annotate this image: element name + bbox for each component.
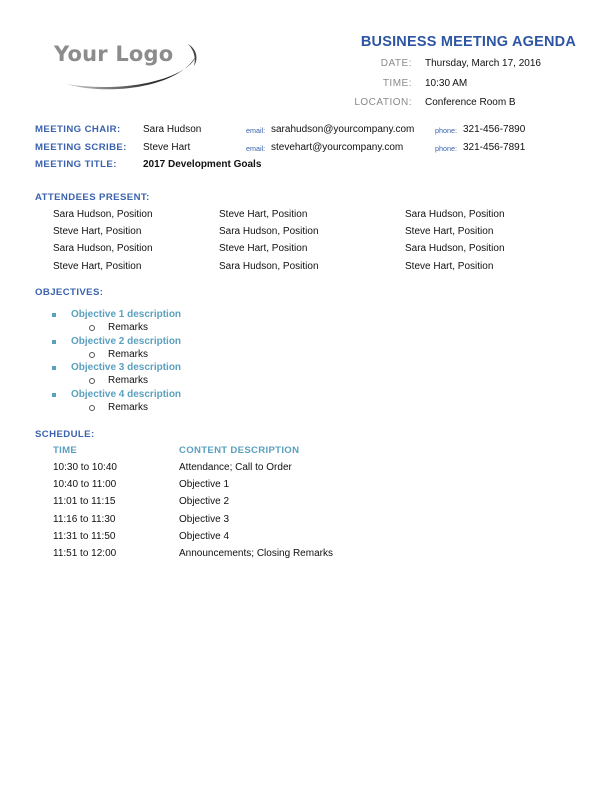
meeting-scribe-row bbox=[35, 142, 595, 160]
list-item: Steve Hart, Position bbox=[53, 260, 142, 272]
date-label: DATE: bbox=[380, 58, 412, 69]
list-item: Sara Hudson, Position bbox=[219, 260, 319, 272]
schedule-description: Objective 4 bbox=[179, 530, 230, 542]
square-bullet-icon bbox=[52, 393, 56, 397]
list-item: Sara Hudson, Position bbox=[405, 243, 505, 255]
time-column-header: TIME bbox=[53, 445, 78, 456]
objective-title: Objective 4 description bbox=[71, 388, 182, 400]
list-item: Steve Hart, Position bbox=[405, 226, 494, 238]
company-logo bbox=[48, 38, 200, 94]
attendees-column-1 bbox=[53, 209, 153, 278]
logo-text: Your Logo bbox=[54, 42, 174, 66]
meeting-meta bbox=[340, 58, 580, 117]
circle-bullet-icon bbox=[89, 405, 95, 411]
schedule-time: 11:16 to 11:30 bbox=[53, 513, 116, 525]
time-value: 10:30 AM bbox=[425, 77, 468, 89]
objective-item bbox=[52, 362, 452, 375]
attendees-column-2 bbox=[219, 209, 319, 278]
objective-remark bbox=[52, 349, 452, 362]
objective-title: Objective 3 description bbox=[71, 362, 182, 374]
schedule-description: Objective 2 bbox=[179, 496, 230, 508]
table-row bbox=[53, 462, 453, 479]
meta-row-time bbox=[340, 78, 580, 98]
date-value: Thursday, March 17, 2016 bbox=[425, 58, 541, 69]
table-row bbox=[53, 531, 453, 548]
meeting-title-value: 2017 Development Goals bbox=[143, 159, 262, 170]
list-item: Sara Hudson, Position bbox=[53, 243, 153, 255]
meeting-title-label: MEETING TITLE: bbox=[35, 159, 117, 170]
table-row bbox=[53, 496, 453, 513]
objective-remark bbox=[52, 322, 452, 335]
schedule-time: 10:30 to 10:40 bbox=[53, 462, 117, 473]
meeting-chair-name: Sara Hudson bbox=[143, 124, 202, 135]
objective-title: Objective 2 description bbox=[71, 335, 182, 347]
list-item: Sara Hudson, Position bbox=[219, 226, 319, 238]
meeting-title-row bbox=[35, 159, 595, 177]
table-row bbox=[53, 514, 453, 531]
chair-phone: 321-456-7890 bbox=[463, 124, 526, 135]
square-bullet-icon bbox=[52, 340, 56, 344]
objective-remark-text: Remarks bbox=[108, 401, 149, 413]
scribe-email[interactable]: stevehart@yourcompany.com bbox=[271, 141, 404, 153]
circle-bullet-icon bbox=[89, 352, 95, 358]
square-bullet-icon bbox=[52, 313, 56, 317]
objective-remark-text: Remarks bbox=[108, 348, 149, 360]
objective-item bbox=[52, 389, 452, 402]
schedule-time: 11:01 to 11:15 bbox=[53, 496, 116, 508]
chair-phone-label: phone: bbox=[435, 126, 457, 135]
meeting-chair-row bbox=[35, 124, 595, 142]
meta-row-date bbox=[340, 58, 580, 78]
meeting-scribe-label: MEETING SCRIBE: bbox=[35, 141, 127, 153]
schedule-table bbox=[53, 445, 453, 565]
square-bullet-icon bbox=[52, 366, 56, 370]
content-column-header: CONTENT DESCRIPTION bbox=[179, 445, 300, 456]
time-label: TIME: bbox=[382, 77, 412, 89]
schedule-header-row bbox=[53, 445, 453, 462]
objective-remark-text: Remarks bbox=[108, 375, 149, 387]
schedule-time: 11:31 to 11:50 bbox=[53, 530, 116, 542]
objective-item bbox=[52, 309, 452, 322]
circle-bullet-icon bbox=[89, 325, 95, 331]
schedule-description: Attendance; Call to Order bbox=[179, 462, 292, 473]
location-label: LOCATION: bbox=[354, 97, 412, 108]
meta-row-location bbox=[340, 97, 580, 117]
scribe-phone: 321-456-7891 bbox=[463, 141, 526, 153]
list-item: Steve Hart, Position bbox=[405, 260, 494, 272]
circle-bullet-icon bbox=[89, 378, 95, 384]
objectives-heading: OBJECTIVES: bbox=[35, 287, 104, 298]
list-item: Sara Hudson, Position bbox=[405, 209, 505, 220]
table-row bbox=[53, 479, 453, 496]
chair-email-label: email: bbox=[246, 126, 266, 135]
chair-email[interactable]: sarahudson@yourcompany.com bbox=[271, 124, 415, 135]
meeting-chair-label: MEETING CHAIR: bbox=[35, 124, 121, 135]
table-row bbox=[53, 548, 453, 565]
meeting-scribe-name: Steve Hart bbox=[143, 141, 191, 153]
scribe-email-label: email: bbox=[246, 143, 266, 153]
schedule-time: 11:51 to 12:00 bbox=[53, 547, 117, 559]
location-value: Conference Room B bbox=[425, 97, 516, 108]
objective-remark-text: Remarks bbox=[108, 322, 149, 334]
document-title: BUSINESS MEETING AGENDA bbox=[360, 34, 576, 50]
list-item: Sara Hudson, Position bbox=[53, 209, 153, 220]
attendees-heading: ATTENDEES PRESENT: bbox=[35, 192, 150, 203]
schedule-heading: SCHEDULE: bbox=[35, 429, 95, 440]
objective-remark bbox=[52, 402, 452, 415]
schedule-description: Announcements; Closing Remarks bbox=[179, 547, 333, 559]
objective-remark bbox=[52, 375, 452, 388]
schedule-description: Objective 3 bbox=[179, 513, 230, 525]
list-item: Steve Hart, Position bbox=[53, 226, 142, 238]
list-item: Steve Hart, Position bbox=[219, 209, 308, 220]
attendees-column-3 bbox=[405, 209, 505, 278]
scribe-phone-label: phone: bbox=[435, 143, 457, 153]
objectives-list bbox=[52, 309, 452, 415]
schedule-time: 10:40 to 11:00 bbox=[53, 479, 117, 491]
objective-title: Objective 1 description bbox=[71, 309, 182, 320]
meeting-contacts bbox=[35, 124, 595, 177]
schedule-description: Objective 1 bbox=[179, 479, 230, 491]
objective-item bbox=[52, 336, 452, 349]
list-item: Steve Hart, Position bbox=[219, 243, 308, 255]
